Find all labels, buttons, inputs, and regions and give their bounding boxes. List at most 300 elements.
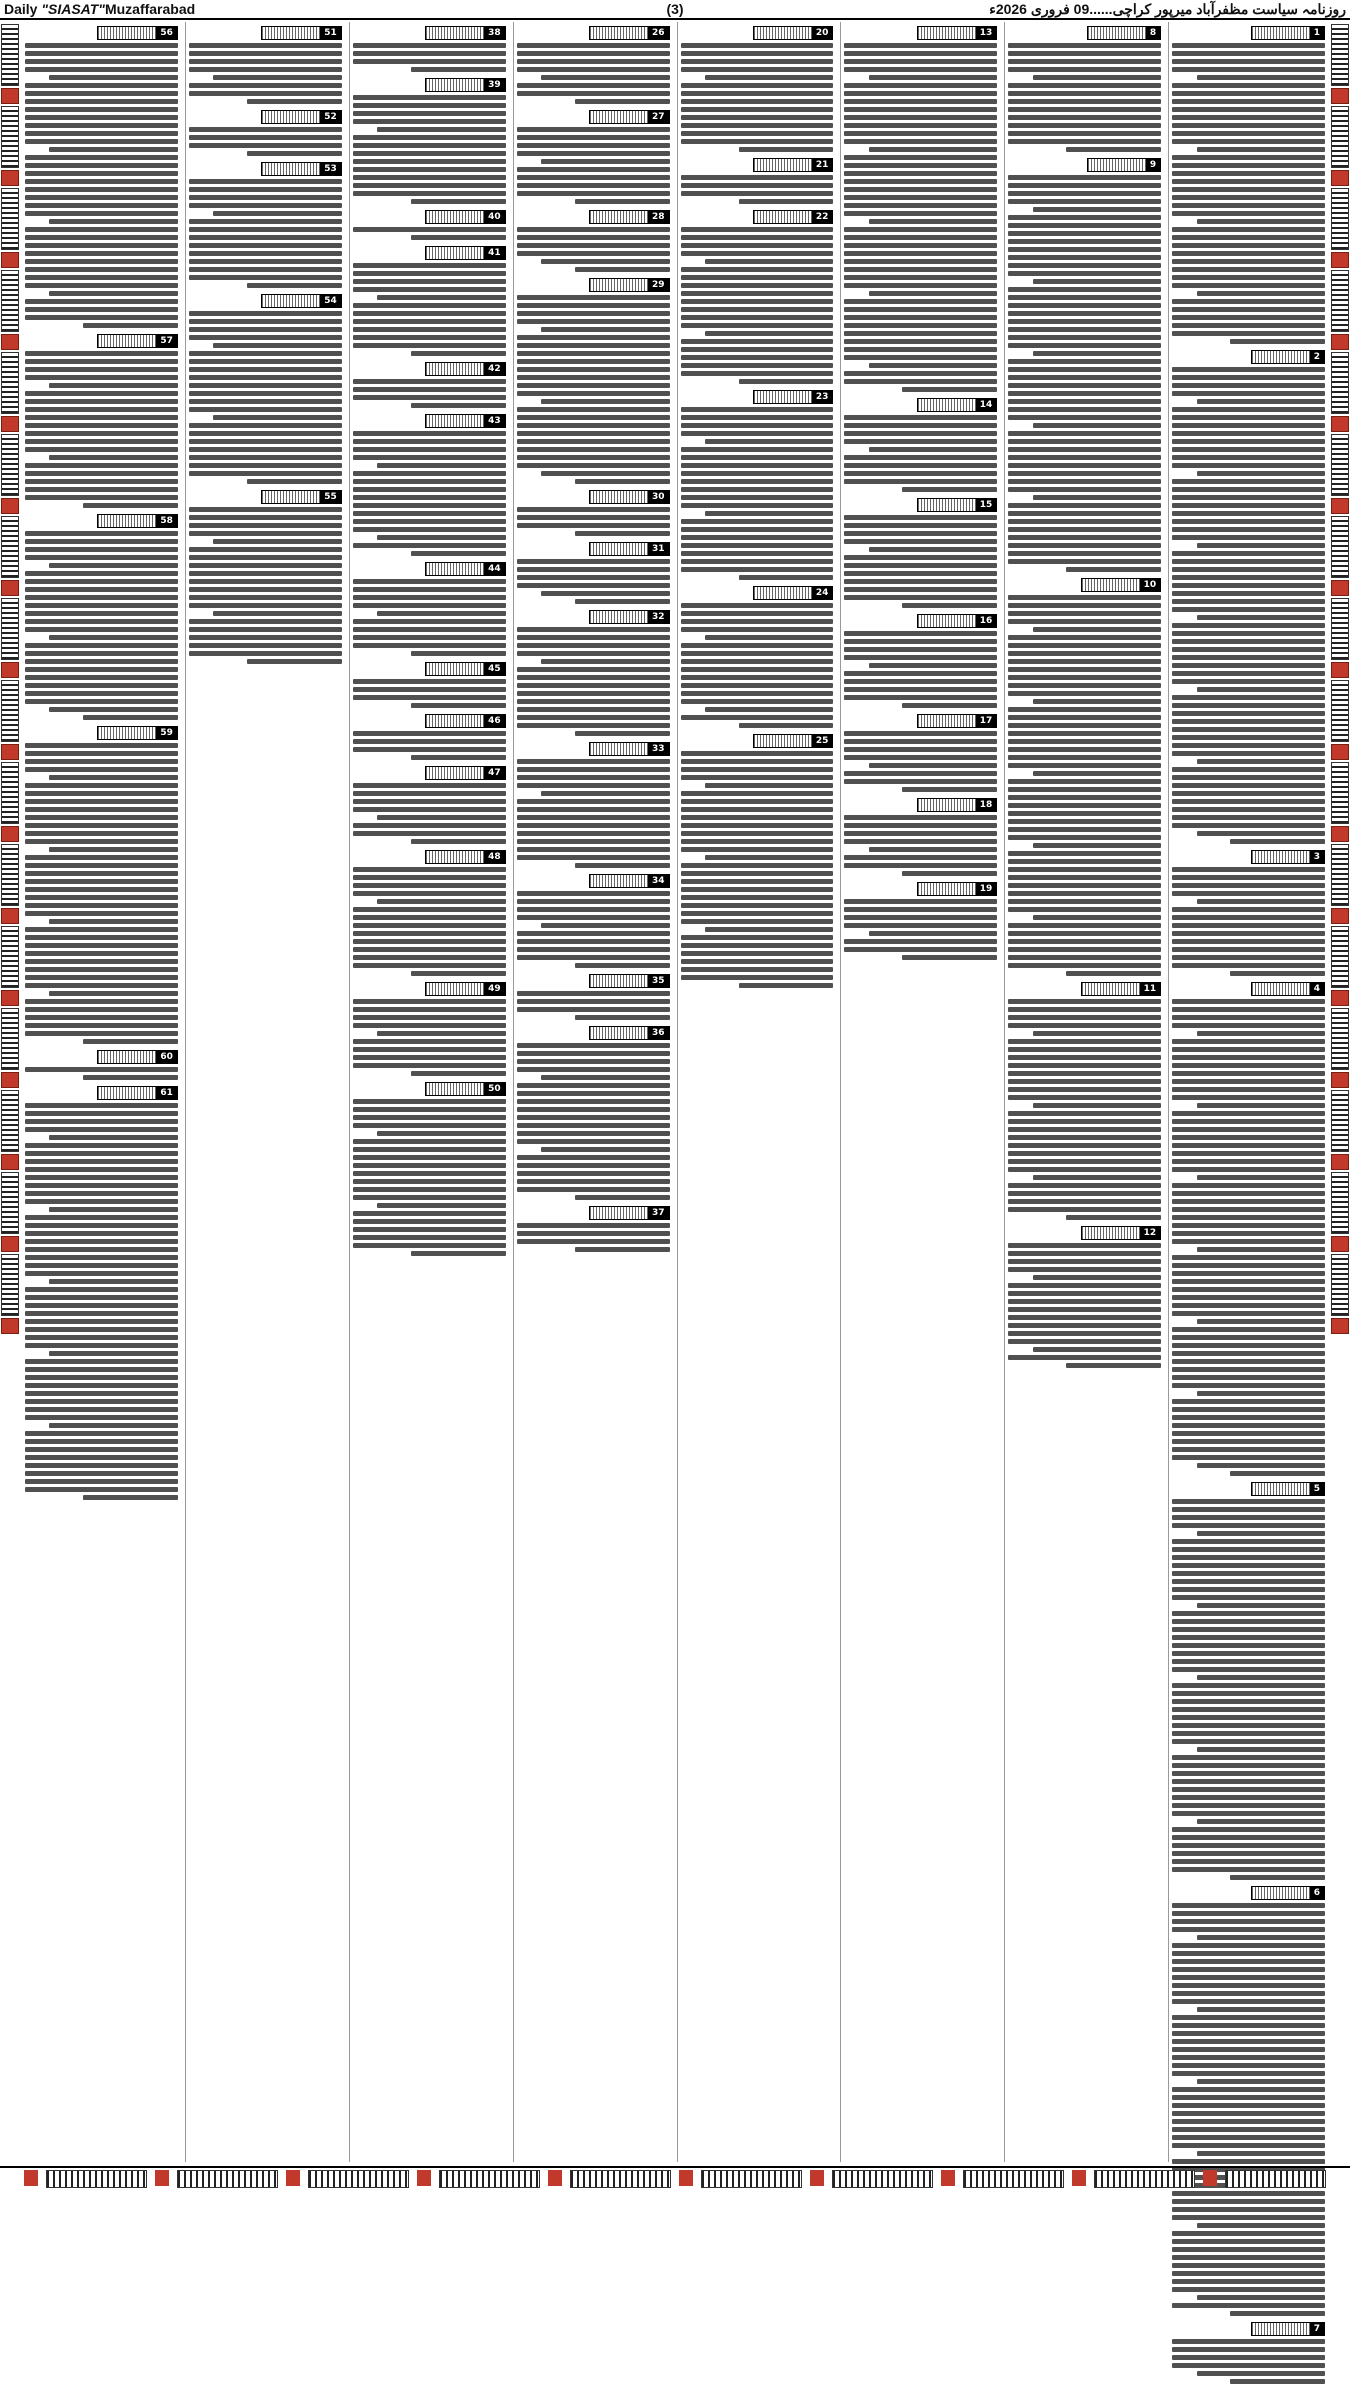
text-line	[681, 519, 834, 524]
text-line	[377, 295, 505, 300]
text-line	[25, 1447, 178, 1452]
text-line	[1008, 691, 1161, 696]
text-line	[1172, 67, 1325, 72]
text-line	[1172, 243, 1325, 248]
text-line	[189, 455, 342, 460]
text-line	[844, 907, 997, 912]
text-line	[517, 723, 670, 728]
text-line	[1172, 1739, 1325, 1744]
text-line	[189, 423, 342, 428]
text-line	[25, 131, 178, 136]
text-line	[1172, 2247, 1325, 2252]
text-line	[1008, 1071, 1161, 1076]
text-line	[1172, 923, 1325, 928]
text-line	[681, 815, 834, 820]
text-line	[739, 199, 834, 204]
text-line	[83, 1495, 178, 1500]
text-line	[681, 879, 834, 884]
border-tile	[1331, 270, 1349, 332]
text-line	[1172, 323, 1325, 328]
text-line	[189, 359, 342, 364]
columns-container	[22, 22, 1328, 2334]
text-line	[353, 111, 506, 116]
text-line	[25, 1311, 178, 1316]
text-line	[353, 95, 506, 100]
item-tag-masthead	[754, 159, 812, 171]
text-line	[25, 431, 178, 436]
text-line	[377, 611, 505, 616]
text-line	[1172, 711, 1325, 716]
text-line	[517, 567, 670, 572]
item-number: 37	[648, 1207, 669, 1219]
text-line	[1197, 2151, 1325, 2156]
newspaper-page	[22, 22, 1328, 2334]
text-line	[189, 227, 342, 232]
text-line	[1172, 679, 1325, 684]
text-line	[681, 943, 834, 948]
text-line	[25, 59, 178, 64]
text-line	[1008, 1135, 1161, 1140]
text-line	[1172, 1731, 1325, 1736]
text-line	[681, 675, 834, 680]
border-tile	[1, 24, 19, 86]
text-line	[681, 251, 834, 256]
item-tag-masthead	[262, 111, 320, 123]
item-body	[517, 295, 670, 484]
text-line	[1172, 875, 1325, 880]
text-line	[844, 59, 997, 64]
text-line	[1172, 1199, 1325, 1204]
text-line	[1033, 627, 1161, 632]
text-line	[1197, 831, 1325, 836]
item-tag-masthead	[590, 27, 648, 39]
text-line	[1172, 2199, 1325, 2204]
text-line	[517, 127, 670, 132]
text-line	[1172, 283, 1325, 288]
item-number: 6	[1310, 1887, 1324, 1899]
text-line	[1172, 2263, 1325, 2268]
item-body	[517, 1043, 670, 1200]
text-line	[1008, 851, 1161, 856]
text-line	[1172, 799, 1325, 804]
text-line	[844, 299, 997, 304]
text-line	[1172, 1007, 1325, 1012]
text-line	[681, 479, 834, 484]
text-line	[517, 523, 670, 528]
text-line	[353, 343, 506, 348]
text-line	[1172, 391, 1325, 396]
text-line	[541, 327, 669, 332]
text-line	[517, 1091, 670, 1096]
item-tag	[681, 26, 834, 40]
text-line	[377, 1031, 505, 1036]
text-line	[25, 1271, 178, 1276]
item-tag	[353, 1082, 506, 1096]
text-line	[1008, 383, 1161, 388]
text-line	[1172, 955, 1325, 960]
text-line	[25, 243, 178, 248]
item-body	[681, 407, 834, 580]
text-line	[1172, 639, 1325, 644]
text-line	[189, 375, 342, 380]
text-line	[705, 855, 833, 860]
text-line	[353, 335, 506, 340]
text-line	[353, 687, 506, 692]
text-line	[1172, 439, 1325, 444]
news-item	[517, 742, 670, 868]
item-body	[189, 179, 342, 288]
news-item	[353, 982, 506, 1076]
text-line	[517, 311, 670, 316]
text-line	[25, 1487, 178, 1492]
text-line	[49, 919, 177, 924]
text-line	[1008, 731, 1161, 736]
text-line	[353, 479, 506, 484]
text-line	[1172, 931, 1325, 936]
text-line	[681, 447, 834, 452]
text-line	[49, 75, 177, 80]
text-line	[681, 715, 834, 720]
item-tag-masthead	[262, 491, 320, 503]
border-tile	[1331, 680, 1349, 742]
text-line	[189, 439, 342, 444]
text-line	[1172, 607, 1325, 612]
item-number: 28	[648, 211, 669, 223]
text-line	[1172, 2135, 1325, 2140]
text-line	[1172, 1287, 1325, 1292]
item-body	[1008, 175, 1161, 572]
text-line	[377, 899, 505, 904]
text-line	[189, 571, 342, 576]
border-tile	[1, 926, 19, 988]
text-line	[517, 667, 670, 672]
text-line	[49, 991, 177, 996]
item-tag	[517, 1026, 670, 1040]
text-line	[844, 131, 997, 136]
news-item	[353, 562, 506, 656]
text-line	[1066, 971, 1161, 976]
border-tile	[1, 744, 19, 760]
text-line	[1008, 1291, 1161, 1296]
text-line	[681, 759, 834, 764]
text-line	[1172, 1135, 1325, 1140]
text-line	[353, 503, 506, 508]
text-line	[25, 351, 178, 356]
item-body	[517, 559, 670, 604]
text-line	[189, 59, 342, 64]
border-tile	[1331, 762, 1349, 824]
text-line	[1008, 659, 1161, 664]
border-tile	[1331, 88, 1349, 104]
text-line	[517, 939, 670, 944]
text-line	[25, 1287, 178, 1292]
text-line	[189, 431, 342, 436]
text-line	[189, 275, 342, 280]
text-line	[1172, 251, 1325, 256]
item-tag-masthead	[426, 1083, 484, 1095]
text-line	[25, 1119, 178, 1124]
text-line	[1172, 203, 1325, 208]
text-line	[1008, 1167, 1161, 1172]
text-line	[1172, 1127, 1325, 1132]
text-line	[1172, 91, 1325, 96]
text-line	[844, 563, 997, 568]
border-tile	[1, 1090, 19, 1152]
text-line	[25, 195, 178, 200]
item-number: 26	[648, 27, 669, 39]
text-line	[1008, 883, 1161, 888]
news-item	[25, 514, 178, 720]
border-tile	[1331, 434, 1349, 496]
item-tag	[353, 662, 506, 676]
text-line	[844, 315, 997, 320]
text-line	[517, 807, 670, 812]
text-line	[1172, 2015, 1325, 2020]
text-line	[189, 259, 342, 264]
text-line	[517, 343, 670, 348]
footer-mark	[1203, 2170, 1217, 2186]
item-body	[1172, 367, 1325, 844]
text-line	[739, 723, 834, 728]
text-line	[517, 183, 670, 188]
text-line	[1008, 367, 1161, 372]
text-line	[517, 1223, 670, 1228]
text-line	[844, 423, 997, 428]
news-item	[517, 26, 670, 104]
text-line	[517, 907, 670, 912]
text-line	[411, 1251, 506, 1256]
text-line	[517, 1139, 670, 1144]
text-line	[1172, 375, 1325, 380]
news-item	[681, 210, 834, 384]
news-item	[517, 610, 670, 736]
news-item	[1172, 1886, 1325, 2316]
text-line	[1172, 99, 1325, 104]
text-line	[681, 951, 834, 956]
border-tile	[1, 352, 19, 414]
text-line	[1172, 1447, 1325, 1452]
text-line	[353, 1115, 506, 1120]
text-line	[1008, 803, 1161, 808]
text-line	[1008, 1323, 1161, 1328]
text-line	[353, 1107, 506, 1112]
text-line	[575, 1195, 670, 1200]
text-line	[844, 639, 997, 644]
text-line	[353, 471, 506, 476]
text-line	[517, 559, 670, 564]
text-line	[189, 251, 342, 256]
text-line	[1172, 663, 1325, 668]
news-item	[1172, 350, 1325, 844]
text-line	[25, 879, 178, 884]
footer-mark	[810, 2170, 824, 2186]
text-line	[1008, 115, 1161, 120]
text-line	[25, 495, 178, 500]
text-line	[1172, 123, 1325, 128]
border-tile	[1331, 252, 1349, 268]
item-number: 55	[320, 491, 341, 503]
item-body	[844, 515, 997, 608]
border-tile	[1331, 990, 1349, 1006]
text-line	[1172, 1715, 1325, 1720]
text-line	[1172, 1835, 1325, 1840]
text-line	[25, 1335, 178, 1340]
text-line	[517, 351, 670, 356]
text-line	[1172, 1959, 1325, 1964]
text-line	[517, 627, 670, 632]
text-line	[353, 1219, 506, 1224]
text-line	[353, 579, 506, 584]
text-line	[1172, 519, 1325, 524]
item-body	[353, 1099, 506, 1256]
text-line	[49, 1207, 177, 1212]
text-line	[1172, 1151, 1325, 1156]
border-tile	[1, 1008, 19, 1070]
text-line	[517, 815, 670, 820]
border-tile	[1331, 1008, 1349, 1070]
text-line	[844, 251, 997, 256]
item-tag-masthead	[98, 335, 156, 347]
text-line	[681, 123, 834, 128]
text-line	[25, 895, 178, 900]
text-line	[541, 659, 669, 664]
text-line	[1008, 199, 1161, 204]
text-line	[1172, 423, 1325, 428]
text-line	[353, 143, 506, 148]
border-tile	[1, 252, 19, 268]
text-line	[1172, 751, 1325, 756]
text-line	[1172, 807, 1325, 812]
text-line	[517, 407, 670, 412]
text-line	[213, 415, 341, 420]
text-line	[1172, 227, 1325, 232]
text-line	[681, 487, 834, 492]
text-line	[902, 787, 997, 792]
text-line	[1033, 771, 1161, 776]
border-tile	[1, 188, 19, 250]
text-line	[25, 815, 178, 820]
news-column	[349, 22, 509, 2162]
text-line	[517, 191, 670, 196]
text-line	[844, 179, 997, 184]
item-body	[517, 1223, 670, 1252]
text-line	[1172, 407, 1325, 412]
text-line	[353, 543, 506, 548]
text-line	[1172, 599, 1325, 604]
item-number: 19	[976, 883, 997, 895]
text-line	[1008, 131, 1161, 136]
text-line	[353, 43, 506, 48]
text-line	[1172, 107, 1325, 112]
text-line	[25, 315, 178, 320]
text-line	[681, 919, 834, 924]
text-line	[517, 167, 670, 172]
text-line	[844, 631, 997, 636]
item-tag	[353, 78, 506, 92]
text-line	[1172, 1611, 1325, 1616]
text-line	[681, 355, 834, 360]
text-line	[25, 1303, 178, 1308]
text-line	[517, 1171, 670, 1176]
text-line	[1172, 495, 1325, 500]
text-line	[189, 523, 342, 528]
text-line	[681, 975, 834, 980]
text-line	[1172, 2239, 1325, 2244]
text-line	[1172, 575, 1325, 580]
text-line	[517, 423, 670, 428]
text-line	[1008, 603, 1161, 608]
text-line	[869, 931, 997, 936]
text-line	[1172, 2095, 1325, 2100]
text-line	[1172, 1183, 1325, 1188]
text-line	[575, 599, 670, 604]
border-tile	[1331, 580, 1349, 596]
text-line	[1008, 43, 1161, 48]
text-line	[681, 863, 834, 868]
text-line	[517, 67, 670, 72]
text-line	[353, 875, 506, 880]
text-line	[517, 415, 670, 420]
text-line	[189, 319, 342, 324]
text-line	[25, 691, 178, 696]
text-line	[517, 1099, 670, 1104]
text-line	[25, 163, 178, 168]
text-line	[902, 603, 997, 608]
border-tile	[1, 498, 19, 514]
text-line	[517, 383, 670, 388]
border-tile	[1, 416, 19, 432]
text-line	[1172, 1191, 1325, 1196]
text-line	[517, 643, 670, 648]
item-body	[1008, 999, 1161, 1220]
text-line	[681, 627, 834, 632]
text-line	[1172, 1619, 1325, 1624]
text-line	[1172, 735, 1325, 740]
text-line	[681, 463, 834, 468]
text-line	[869, 147, 997, 152]
news-item	[25, 26, 178, 328]
news-column	[1004, 22, 1164, 2162]
item-number: 48	[484, 851, 505, 863]
text-line	[1008, 287, 1161, 292]
text-line	[1172, 1399, 1325, 1404]
text-line	[844, 815, 997, 820]
text-line	[1008, 1259, 1161, 1264]
border-tile	[1331, 170, 1349, 186]
text-line	[25, 43, 178, 48]
text-line	[25, 983, 178, 988]
text-line	[1008, 1355, 1161, 1360]
text-line	[25, 171, 178, 176]
news-item	[517, 542, 670, 604]
text-line	[844, 479, 997, 484]
text-line	[1172, 1595, 1325, 1600]
text-line	[844, 655, 997, 660]
text-line	[844, 695, 997, 700]
text-line	[517, 463, 670, 468]
text-line	[1008, 827, 1161, 832]
text-line	[353, 1235, 506, 1240]
border-tile	[1331, 498, 1349, 514]
text-line	[681, 471, 834, 476]
item-body	[517, 507, 670, 536]
text-line	[869, 219, 997, 224]
text-line	[517, 439, 670, 444]
text-line	[1172, 883, 1325, 888]
text-line	[353, 271, 506, 276]
text-line	[844, 275, 997, 280]
text-line	[189, 235, 342, 240]
